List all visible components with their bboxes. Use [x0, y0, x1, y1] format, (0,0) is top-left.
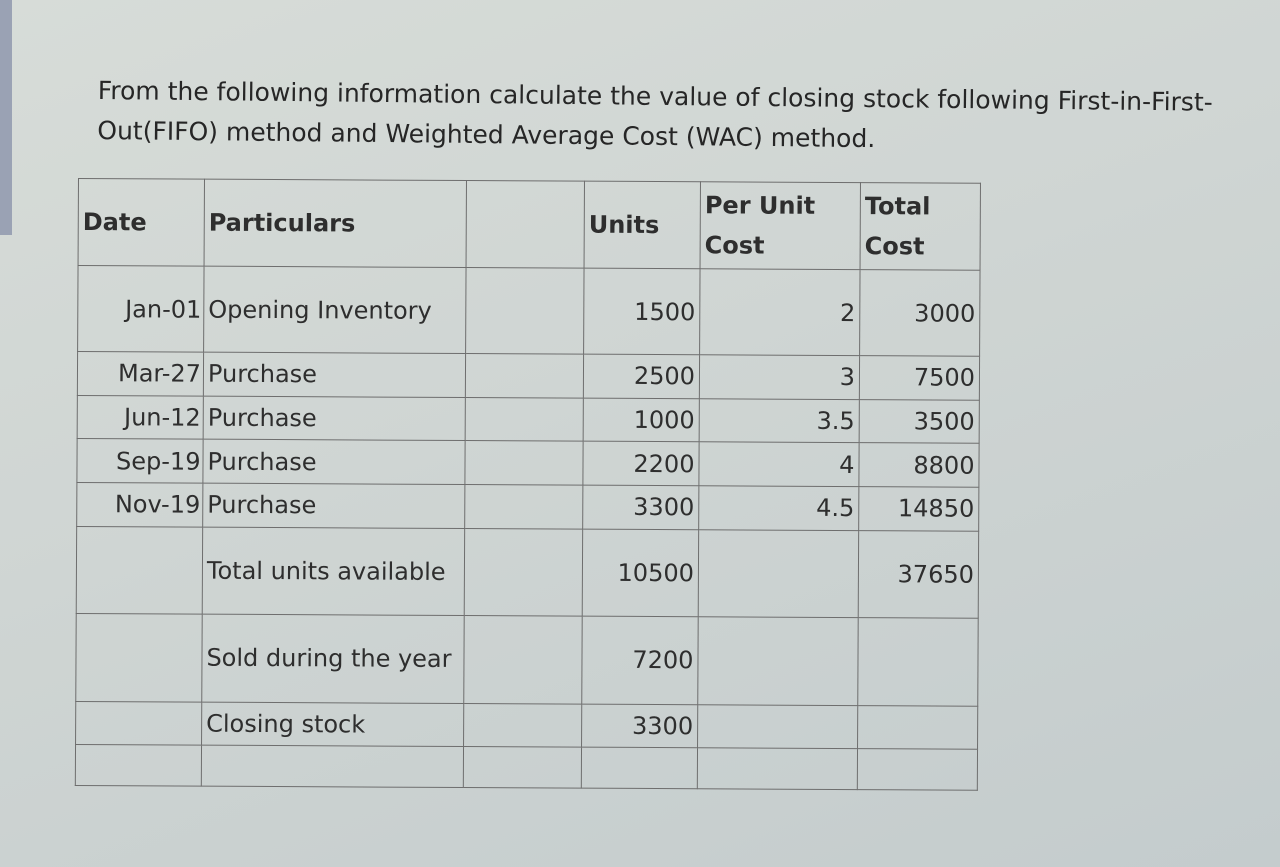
cell-particulars: Sold during the year: [202, 614, 464, 703]
cell-particulars: Closing stock: [202, 702, 464, 747]
header-particulars: Particulars: [204, 179, 466, 268]
cell-empty: [201, 745, 463, 787]
cell-blank: [464, 528, 582, 616]
cell-units: 2200: [583, 441, 699, 485]
cell-blank: [465, 441, 583, 485]
cell-date: Mar-27: [77, 351, 203, 395]
table-row: [77, 439, 979, 487]
cell-per-unit-cost: 4.5: [699, 486, 859, 531]
cell-blank: [465, 353, 583, 397]
total-row: [76, 526, 978, 618]
cell-empty: [75, 745, 201, 786]
cell-units: 1000: [583, 398, 699, 442]
table-row: [77, 395, 979, 443]
cell-total-cost: [858, 705, 978, 749]
cell-particulars: Purchase: [203, 396, 465, 441]
cell-per-unit-cost: 2: [700, 269, 860, 355]
table-row: [77, 482, 979, 530]
header-total-cost: Total Cost: [860, 183, 980, 271]
cell-date: [76, 526, 202, 614]
cell-particulars: Opening Inventory: [204, 267, 466, 354]
table-row: [78, 266, 980, 356]
cell-per-unit-cost: [698, 617, 858, 705]
cell-units: 1500: [584, 269, 700, 355]
inventory-table: [75, 178, 981, 791]
cell-particulars: Purchase: [203, 439, 465, 484]
cell-date: Sep-19: [77, 439, 203, 483]
cell-blank: [464, 616, 582, 704]
header-row: [78, 179, 980, 271]
cell-total-cost: 3500: [859, 399, 979, 443]
cell-particulars: Purchase: [203, 483, 465, 528]
header-per-unit-cost: Per Unit Cost: [700, 182, 860, 270]
closing-row: [76, 701, 978, 749]
header-blank: [466, 181, 584, 269]
cell-total-cost: 3000: [860, 270, 980, 356]
cell-empty: [581, 747, 697, 788]
question-text: From the following information calculate the value of closing stock following First-in-First-Out(FIFO) method and Weighted Average Cost (WAC) method.: [97, 75, 1213, 154]
empty-row: [75, 745, 977, 790]
cell-particulars: Total units available: [202, 527, 464, 616]
cell-total-cost: 14850: [859, 487, 979, 531]
cell-units: 3300: [583, 485, 699, 529]
cell-per-unit-cost: 3: [699, 355, 859, 400]
cell-date: Jan-01: [78, 266, 204, 352]
cell-date: [76, 614, 202, 702]
cell-blank: [464, 703, 582, 747]
cell-total-cost: [858, 618, 978, 706]
cell-blank: [466, 268, 584, 354]
cell-per-unit-cost: [698, 704, 858, 749]
header-units: Units: [584, 181, 700, 269]
cell-empty: [463, 747, 581, 788]
cell-blank: [465, 485, 583, 529]
cell-per-unit-cost: 3.5: [699, 398, 859, 443]
cell-per-unit-cost: 4: [699, 442, 859, 487]
cell-date: Nov-19: [77, 482, 203, 526]
cell-blank: [465, 397, 583, 441]
page-edge-strip: [0, 0, 12, 235]
sold-row: [76, 614, 978, 706]
inventory-table-container: [75, 178, 980, 793]
cell-units: 2500: [583, 354, 699, 398]
cell-units: 10500: [582, 529, 698, 617]
table-row: [77, 351, 979, 399]
cell-per-unit-cost: [698, 529, 858, 617]
cell-total-cost: 37650: [858, 530, 978, 618]
cell-total-cost: 7500: [859, 355, 979, 399]
cell-units: 3300: [582, 704, 698, 748]
header-date: Date: [78, 179, 204, 267]
cell-units: 7200: [582, 616, 698, 704]
cell-date: [76, 701, 202, 745]
cell-date: Jun-12: [77, 395, 203, 439]
cell-total-cost: 8800: [859, 443, 979, 487]
cell-empty: [697, 748, 857, 790]
cell-particulars: Purchase: [203, 352, 465, 397]
cell-empty: [857, 749, 977, 790]
